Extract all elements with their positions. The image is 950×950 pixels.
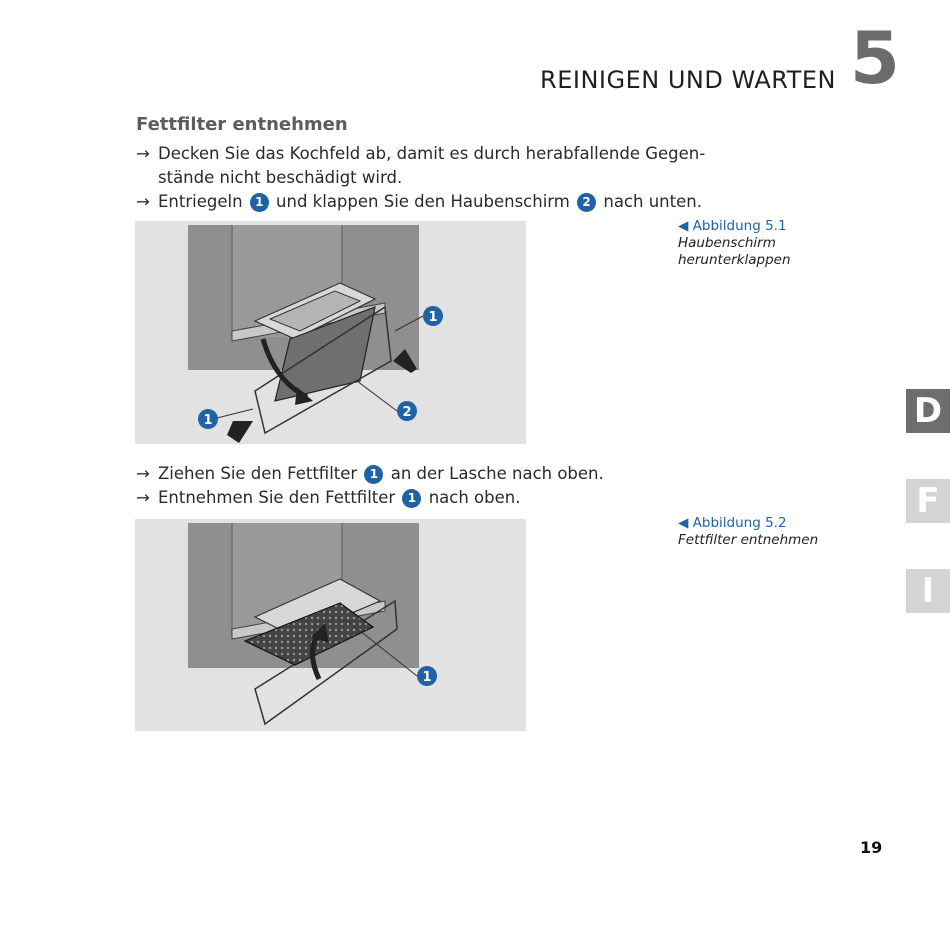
arrow-right-icon: → [136,488,150,507]
svg-text:1: 1 [422,670,432,685]
figure-hood-fold-down [135,221,526,444]
figure-filter-removal [135,519,526,731]
caption-text: Haubenschirm [678,235,776,251]
svg-text:2: 2 [402,405,412,420]
callout-marker [417,666,437,686]
step-text: nach unten. [603,192,702,211]
callout-marker [423,306,443,326]
page-number: 19 [860,838,883,857]
chapter-number: 5 [849,16,900,100]
caption-text: Fettfilter entnehmen [678,532,819,548]
arrow-right-icon: → [136,192,150,211]
section-heading: Fettfilter entnehmen [136,114,348,135]
language-tab-d[interactable]: D [906,389,950,433]
instruction-step [136,486,520,510]
callout-marker [397,401,417,421]
hood-illustration [135,221,526,444]
step-text: Decken Sie das Kochfeld ab, damit es durch herabfallende Gegen- [158,144,706,163]
caption-title: ◀ Abbildung 5.1 [678,218,787,234]
step-text: Ziehen Sie den Fettfilter [158,464,358,483]
figure-caption [678,515,818,549]
caption-title: ◀ Abbildung 5.2 [678,515,787,531]
chapter-title: REINIGEN UND WARTEN [540,66,836,94]
caption-text: herunterklappen [678,252,791,268]
instruction-step [136,190,702,214]
language-tab-i[interactable]: I [906,569,950,613]
arrow-right-icon: → [136,464,150,483]
instruction-step [136,462,604,486]
step-text: nach oben. [428,488,521,507]
callout-marker: 1 [402,489,421,508]
instruction-step [136,142,705,190]
callout-marker: 1 [364,465,383,484]
step-text-continued: stände nicht beschädigt wird. [158,168,403,187]
step-text: Entnehmen Sie den Fettfilter [158,488,396,507]
step-text: Entriegeln [158,192,243,211]
callout-marker: 1 [250,193,269,212]
callout-marker [198,409,218,429]
svg-text:1: 1 [428,310,438,325]
language-tab-f[interactable]: F [906,479,950,523]
callout-marker: 2 [577,193,596,212]
svg-text:1: 1 [203,413,213,428]
filter-illustration [135,519,526,731]
figure-caption [678,218,791,269]
step-text: und klappen Sie den Haubenschirm [276,192,570,211]
step-text: an der Lasche nach oben. [390,464,604,483]
arrow-right-icon: → [136,144,150,163]
